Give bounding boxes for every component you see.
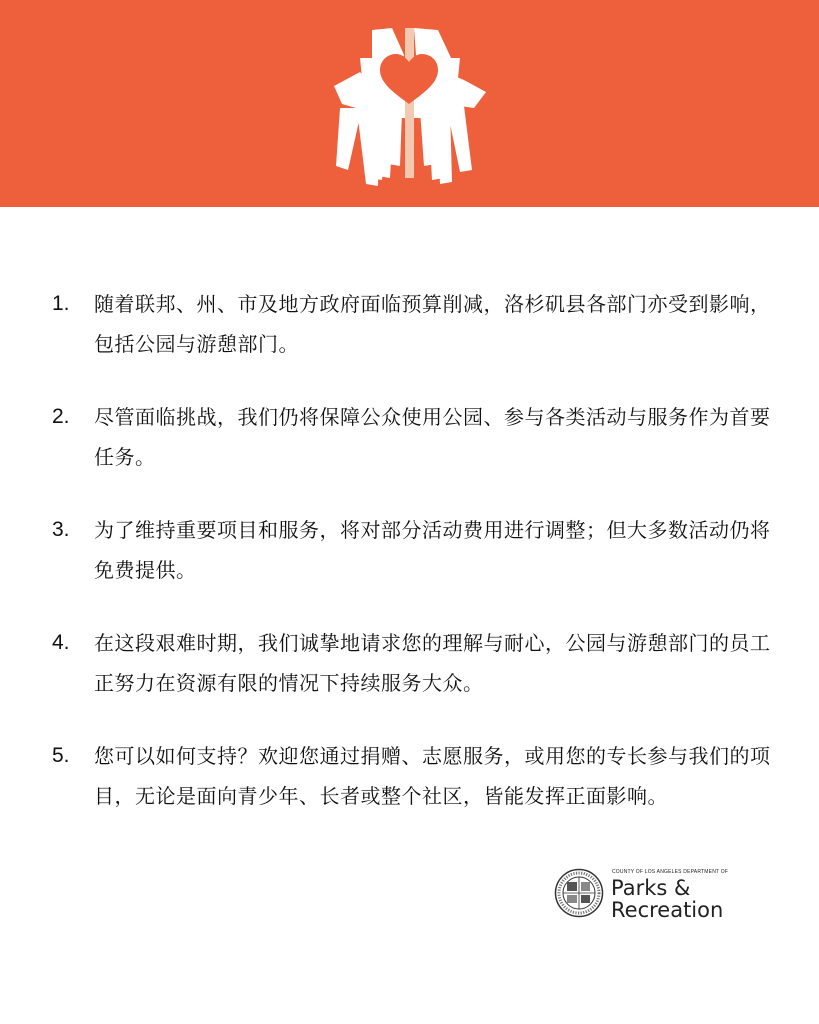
county-seal-icon [554,868,604,918]
notice-list [52,284,772,849]
logo-name-line2: Recreation [611,898,724,922]
item-text: 随着联邦、州、市及地方政府面临预算削减，洛杉矶县各部门亦受到影响，包括公园与游憩部门。 [94,292,771,356]
parks-recreation-logo [554,866,764,926]
list-item [52,736,772,816]
item-number: 3. [52,518,70,541]
logo-department-caption: COUNTY OF LOS ANGELES DEPARTMENT OF [612,869,729,875]
item-text: 您可以如何支持？欢迎您通过捐赠、志愿服务，或用您的专长参与我们的项目，无论是面向青少年、长者或整个社区，皆能发挥正面影响。 [94,744,771,808]
item-text: 尽管面临挑战，我们仍将保障公众使用公园、参与各类活动与服务作为首要任务。 [94,405,771,469]
item-number: 2. [52,405,70,428]
item-text: 在这段艰难时期，我们诚挚地请求您的理解与耐心，公园与游憩部门的员工正努力在资源有限的情况下持续服务大众。 [94,631,771,695]
item-number: 4. [52,631,70,654]
logo-name-line1: Parks & [611,876,691,900]
list-item [52,284,772,364]
header-banner [0,0,819,207]
heart-hands-icon [0,0,819,207]
item-number: 1. [52,292,70,315]
list-item [52,623,772,703]
item-number: 5. [52,744,70,767]
list-item [52,510,772,590]
list-item [52,397,772,477]
item-text: 为了维持重要项目和服务，将对部分活动费用进行调整；但大多数活动仍将免费提供。 [94,518,771,582]
